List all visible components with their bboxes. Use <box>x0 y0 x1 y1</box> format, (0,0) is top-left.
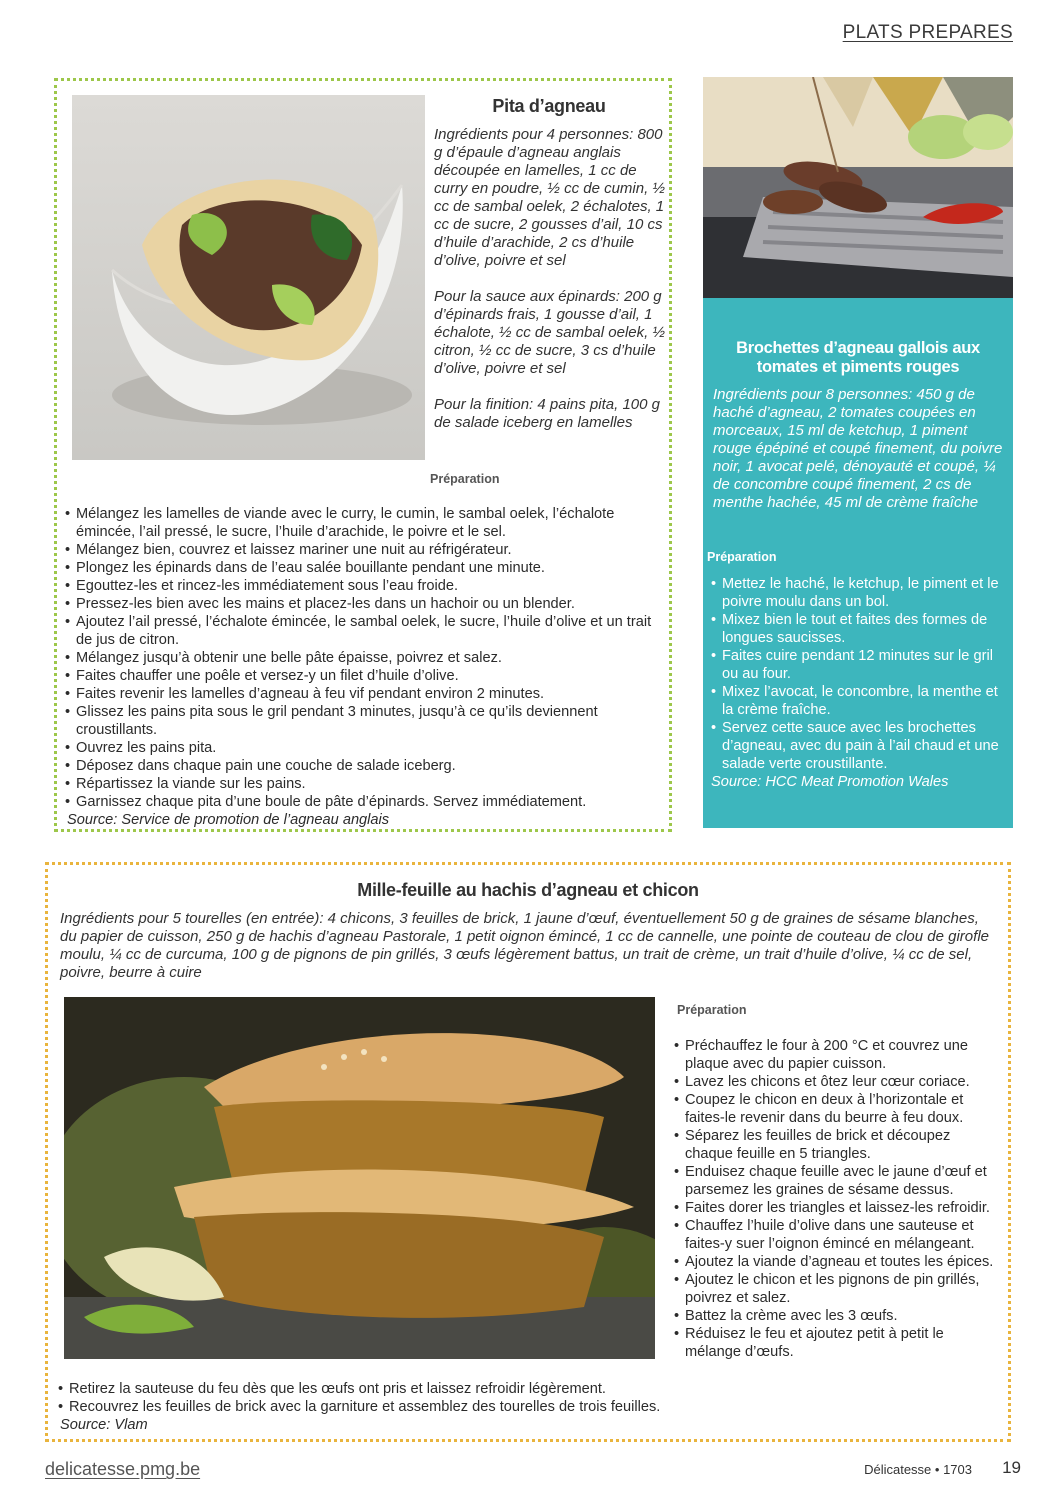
list-item: • Egouttez-les et rincez-les immédiatement sous l’eau froide. <box>65 577 660 595</box>
list-item: • Faites revenir les lamelles d’agneau à feu vif pendant environ 2 minutes. <box>65 685 660 703</box>
pita-ingredients-main: Ingrédients pour 4 personnes: 800 g d’épaule d’agneau anglais découpée en lamelles, 1 cc de curry en poudre, ½ cc de cumin, ½ cc de sambal oelek, 2 échalotes, 1 cc de sucre, 2 gousses d’ail, 10 cs d’huile d’arachide, 2 cs d’huile d’olive, poivre et sel <box>434 126 665 269</box>
list-item: • Faites cuire pendant 12 minutes sur le gril ou au four. <box>711 647 1001 683</box>
millefeuille-photo <box>64 997 655 1359</box>
list-item: • Mélangez bien, couvrez et laissez mariner une nuit au réfrigérateur. <box>65 541 660 559</box>
pita-photo <box>72 95 425 460</box>
list-item: • Lavez les chicons et ôtez leur cœur coriace. <box>674 1073 994 1091</box>
list-item: • Mixez bien le tout et faites des formes de longues saucisses. <box>711 611 1001 647</box>
pita-steps <box>65 505 660 811</box>
list-item: • Mélangez les lamelles de viande avec le curry, le cumin, le sambal oelek, l’échalote émincée, l’ail pressé, le sucre, l’huile d’arachide, le poivre et le sel. <box>65 505 660 541</box>
list-item: • Chauffez l’huile d’olive dans une sauteuse et faites-y suer l’oignon émincé en mélangeant. <box>674 1217 994 1253</box>
footer-website-link[interactable]: delicatesse.pmg.be <box>45 1459 201 1479</box>
list-item: • Plongez les épinards dans de l’eau salée bouillante pendant une minute. <box>65 559 660 577</box>
pita-ingredients <box>434 126 666 450</box>
list-item: • Faites chauffer une poêle et versez-y un filet d’huile d’olive. <box>65 667 660 685</box>
list-item: • Glissez les pains pita sous le gril pendant 3 minutes, jusqu’à ce qu’ils deviennent croustillants. <box>65 703 660 739</box>
pita-title: Pita d’agneau <box>492 96 606 116</box>
millefeuille-title: Mille-feuille au hachis d’agneau et chicon <box>357 880 699 900</box>
brochettes-photo <box>703 77 1013 298</box>
pita-ingredients-finish: Pour la finition: 4 pains pita, 100 g de salade iceberg en lamelles <box>434 396 660 431</box>
list-item: • Répartissez la viande sur les pains. <box>65 775 660 793</box>
list-item: • Retirez la sauteuse du feu dès que les œufs ont pris et laissez refroidir légèrement. <box>58 1380 698 1398</box>
pita-ingredients-sauce: Pour la sauce aux épinards: 200 g d’épinards frais, 1 gousse d’ail, 1 échalote, ½ cc de sambal oelek, ½ citron, ½ cc de sucre, 3 cs d’huile d’olive, poivre et sel <box>434 288 665 377</box>
brochettes-ingredients: Ingrédients pour 8 personnes: 450 g de haché d’agneau, 2 tomates coupées en morceaux, 15 ml de ketchup, 1 piment rouge épépiné et coupé finement, du poivre noir, 1 avocat pelé, dénoyauté et coupé, ¼ de concombre coupé finement, 2 cs de menthe hachée, 45 ml de crème fraîche <box>713 386 1003 511</box>
brochettes-title: Brochettes d’agneau gallois aux tomates et piments rouges <box>736 339 980 376</box>
list-item: • Ajoutez le chicon et les pignons de pin grillés, poivrez et salez. <box>674 1271 994 1307</box>
list-item: • Ajoutez l’ail pressé, l’échalote émincée, le sambal oelek, le sucre, l’huile d’olive et un trait de jus de citron. <box>65 613 660 649</box>
list-item: • Préchauffez le four à 200 °C et couvrez une plaque avec du papier cuisson. <box>674 1037 994 1073</box>
millefeuille-steps-bottom <box>58 1380 698 1416</box>
brochettes-prep-heading: Préparation <box>707 550 777 564</box>
list-item: • Ouvrez les pains pita. <box>65 739 660 757</box>
list-item: • Servez cette sauce avec les brochettes d’agneau, avec du pain à l’ail chaud et une salade verte croustillante. <box>711 719 1001 773</box>
list-item: • Mettez le haché, le ketchup, le piment et le poivre moulu dans un bol. <box>711 575 1001 611</box>
list-item: • Réduisez le feu et ajoutez petit à petit le mélange d’œufs. <box>674 1325 994 1361</box>
list-item: • Pressez-les bien avec les mains et placez-les dans un hachoir ou un blender. <box>65 595 660 613</box>
brochettes-source: Source: HCC Meat Promotion Wales <box>711 774 949 790</box>
list-item: • Mixez l’avocat, le concombre, la menthe et la crème fraîche. <box>711 683 1001 719</box>
list-item: • Coupez le chicon en deux à l’horizontale et faites-le revenir dans du beurre à feu doux. <box>674 1091 994 1127</box>
list-item: • Déposez dans chaque pain une couche de salade iceberg. <box>65 757 660 775</box>
page-number: 19 <box>1002 1458 1021 1477</box>
millefeuille-ingredients: Ingrédients pour 5 tourelles (en entrée): 4 chicons, 3 feuilles de brick, 1 jaune d’œuf, éventuellement 50 g de graines de sésame blanches, du papier de cuisson, 250 g de hachis d’agneau Pastorale, 1 petit oignon émincé, 1 cc de cannelle, une pointe de couteau de clou de girofle moulu, ¼ cc de curcuma, 100 g de pignons de pin grillés, 3 œufs légèrement battus, un trait de crème, un trait d’huile d’olive, ¼ cc de sel, poivre, beurre à cuire <box>60 910 989 981</box>
brochettes-steps <box>711 575 1001 773</box>
list-item: • Séparez les feuilles de brick et découpez chaque feuille en 5 triangles. <box>674 1127 994 1163</box>
list-item: • Battez la crème avec les 3 œufs. <box>674 1307 994 1325</box>
pita-prep-heading: Préparation <box>430 472 500 486</box>
list-item: • Garnissez chaque pita d’une boule de pâte d’épinards. Servez immédiatement. <box>65 793 660 811</box>
millefeuille-steps-right <box>674 1037 994 1361</box>
millefeuille-source: Source: Vlam <box>60 1417 148 1433</box>
list-item: • Enduisez chaque feuille avec le jaune d’œuf et parsemez les graines de sésame dessus. <box>674 1163 994 1199</box>
list-item: • Mélangez jusqu’à obtenir une belle pâte épaisse, poivrez et salez. <box>65 649 660 667</box>
pita-source: Source: Service de promotion de l’agneau anglais <box>67 812 390 828</box>
list-item: • Faites dorer les triangles et laissez-les refroidir. <box>674 1199 994 1217</box>
section-title: PLATS PREPARES <box>842 22 1013 43</box>
footer-issue: Délicatesse • 1703 <box>864 1462 972 1477</box>
list-item: • Ajoutez la viande d’agneau et toutes les épices. <box>674 1253 994 1271</box>
millefeuille-prep-heading: Préparation <box>677 1003 747 1017</box>
list-item: • Recouvrez les feuilles de brick avec la garniture et assemblez des tourelles de trois feuilles. <box>58 1398 698 1416</box>
